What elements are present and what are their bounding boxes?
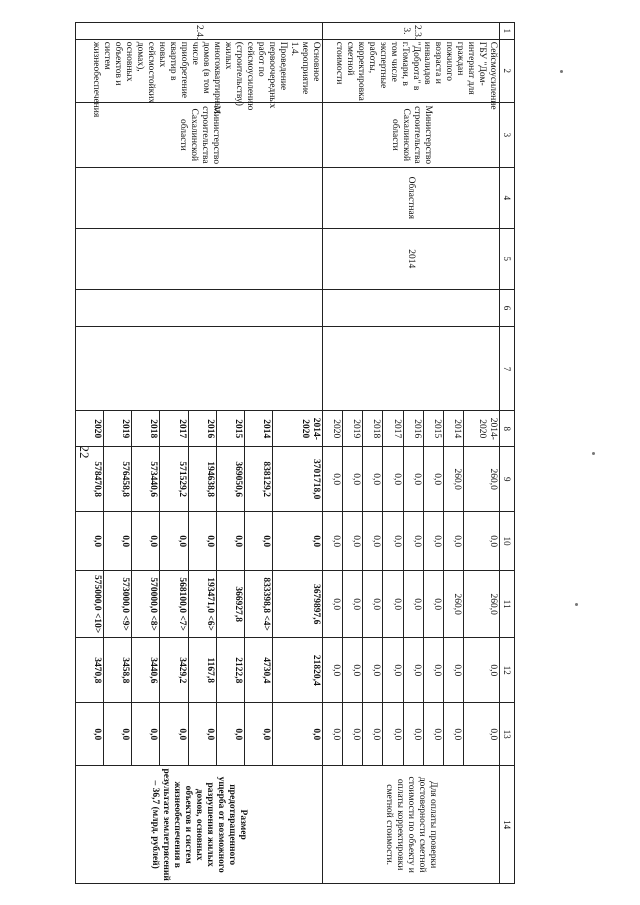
value-cell: 0,0 [363, 447, 383, 512]
period-cell: 2014 [443, 411, 463, 447]
col-header: 4 [500, 167, 515, 228]
value-cell: 0,0 [363, 703, 383, 766]
value-cell: 0,0 [188, 512, 216, 571]
value-cell: 0,0 [383, 571, 403, 638]
value-cell: 194638,8 [188, 447, 216, 512]
empty-cell [322, 327, 499, 411]
col-header: 13 [500, 703, 515, 766]
value-cell: 0,0 [443, 638, 463, 703]
period-cell: 2020 [76, 411, 104, 447]
period-cell: 2017 [383, 411, 403, 447]
value-cell: 4730,4 [244, 638, 272, 703]
period-cell: 2018 [363, 411, 383, 447]
value-cell: 3701718,0 [272, 447, 322, 512]
period-cell: 2014-2020 [464, 411, 500, 447]
value-cell: 0,0 [363, 512, 383, 571]
value-cell: 0,0 [343, 638, 363, 703]
value-cell: 0,0 [403, 447, 423, 512]
value-cell: 0,0 [403, 703, 423, 766]
year: 2014 [322, 228, 499, 289]
col-header: 9 [500, 447, 515, 512]
value-cell: 0,0 [322, 447, 342, 512]
value-cell: 0,0 [383, 703, 403, 766]
value-cell: 0,0 [403, 512, 423, 571]
page-number: 22 [77, 445, 92, 459]
value-cell: 0,0 [132, 512, 160, 571]
value-cell: 0,0 [343, 447, 363, 512]
value-cell: 0,0 [244, 512, 272, 571]
value-cell: 0,0 [343, 512, 363, 571]
value-cell: 0,0 [322, 638, 342, 703]
period-cell: 2016 [403, 411, 423, 447]
value-cell: 576458,8 [104, 447, 132, 512]
value-cell: 0,0 [343, 703, 363, 766]
rotated-table-wrapper [75, 22, 515, 884]
value-cell: 3679897,6 [272, 571, 322, 638]
value-cell: 575000,0 <10> [76, 571, 104, 638]
value-cell: 578470,8 [76, 447, 104, 512]
value-cell: 0,0 [464, 512, 500, 571]
empty-cell [76, 167, 323, 228]
value-cell: 0,0 [363, 571, 383, 638]
value-cell: 833398,8 <4> [244, 571, 272, 638]
period-cell: 2016 [188, 411, 216, 447]
value-cell: 0,0 [423, 638, 443, 703]
col-header: 3 [500, 102, 515, 167]
period-cell: 2017 [160, 411, 188, 447]
executor: Министерство строительства Сахалинской области [76, 102, 323, 167]
value-cell: 0,0 [322, 571, 342, 638]
value-cell: 0,0 [403, 638, 423, 703]
column-number-row [500, 23, 515, 884]
table-row [464, 23, 500, 884]
value-cell: 0,0 [104, 512, 132, 571]
value-cell: 3429,2 [160, 638, 188, 703]
value-cell: 0,0 [160, 703, 188, 766]
value-cell: 0,0 [383, 447, 403, 512]
col-header: 7 [500, 327, 515, 411]
value-cell: 366927,8 [216, 571, 244, 638]
scan-speck [560, 70, 563, 73]
col-header: 2 [500, 39, 515, 102]
period-cell: 2014 [244, 411, 272, 447]
period-cell: 2020 [322, 411, 342, 447]
value-cell: 0,0 [272, 703, 322, 766]
value-cell: 0,0 [343, 571, 363, 638]
value-cell: 0,0 [216, 512, 244, 571]
period-cell: 2014-2020 [272, 411, 322, 447]
col-header: 10 [500, 512, 515, 571]
col-header: 1 [500, 23, 515, 40]
measure-name: Основное мероприятие 1.4. Проведение первоочередных работ по сейсмоусилению (строительству) жилых многоквартирных домов (в том числе приобретение квартир в новых сейсмостойких домах), основных объектов и систем жизнеобеспечения [76, 39, 323, 102]
value-cell: 193471,0 <6> [188, 571, 216, 638]
value-cell: 0,0 [322, 703, 342, 766]
value-cell: 0,0 [403, 571, 423, 638]
value-cell: 0,0 [464, 638, 500, 703]
executor: Министерство строительства Сахалинской области [322, 102, 499, 167]
empty-cell [76, 289, 323, 327]
value-cell: 0,0 [76, 703, 104, 766]
value-cell: 568100,0 <7> [160, 571, 188, 638]
table-row [272, 23, 322, 884]
value-cell: 369050,6 [216, 447, 244, 512]
scan-speck [592, 452, 595, 455]
program-table [75, 22, 515, 884]
document-sheet [75, 22, 515, 884]
col-header: 6 [500, 289, 515, 327]
measure-name: Сейсмоусиление ГБУ "Дом-интернат для граждан пожилого возраста и инвалидов "Доброта" в г.Томари, в том числе экспертные работы, корректировка сметной стоимости [322, 39, 499, 102]
value-cell: 0,0 [423, 512, 443, 571]
value-cell: 21820,4 [272, 638, 322, 703]
value-cell: 260,0 [464, 447, 500, 512]
value-cell: 573440,6 [132, 447, 160, 512]
value-cell: 0,0 [160, 512, 188, 571]
note: Размер предотвращенного ущерба от возможного разрушения жилых домов, основных объектов и систем жизнеобеспечения в результате землетрясений – 36,7 (млрд. рублей) [76, 766, 323, 884]
period-cell: 2015 [423, 411, 443, 447]
col-header: 14 [500, 766, 515, 884]
value-cell: 0,0 [76, 512, 104, 571]
row-number: 2.4. [76, 23, 323, 40]
value-cell: 0,0 [322, 512, 342, 571]
value-cell: 0,0 [132, 703, 160, 766]
value-cell: 3440,6 [132, 638, 160, 703]
value-cell: 0,0 [244, 703, 272, 766]
note: Для оплаты проверки достоверности сметной стоимости по объекту и оплаты корректировки сметной стоимости. [322, 766, 499, 884]
value-cell: 0,0 [423, 571, 443, 638]
period-cell: 2015 [216, 411, 244, 447]
value-cell: 260,0 [443, 447, 463, 512]
value-cell: 2122,8 [216, 638, 244, 703]
value-cell: 570000,0 <8> [132, 571, 160, 638]
value-cell: 260,0 [443, 571, 463, 638]
period-cell: 2019 [104, 411, 132, 447]
value-cell: 3470,8 [76, 638, 104, 703]
period-cell: 2019 [343, 411, 363, 447]
value-cell: 0,0 [443, 703, 463, 766]
value-cell: 0,0 [363, 638, 383, 703]
value-cell: 0,0 [443, 512, 463, 571]
col-header: 11 [500, 571, 515, 638]
value-cell: 0,0 [423, 447, 443, 512]
col-header: 5 [500, 228, 515, 289]
budget-level: Областная [322, 167, 499, 228]
value-cell: 0,0 [216, 703, 244, 766]
value-cell: 573000,0 <9> [104, 571, 132, 638]
value-cell: 260,0 [464, 571, 500, 638]
value-cell: 0,0 [383, 512, 403, 571]
value-cell: 0,0 [188, 703, 216, 766]
value-cell: 0,0 [104, 703, 132, 766]
value-cell: 1167,8 [188, 638, 216, 703]
value-cell: 3458,8 [104, 638, 132, 703]
value-cell: 0,0 [383, 638, 403, 703]
col-header: 12 [500, 638, 515, 703]
empty-cell [76, 228, 323, 289]
row-number: 2.3. 3. [322, 23, 499, 40]
value-cell: 838129,2 [244, 447, 272, 512]
value-cell: 0,0 [272, 512, 322, 571]
empty-cell [76, 327, 323, 411]
value-cell: 0,0 [423, 703, 443, 766]
value-cell: 0,0 [464, 703, 500, 766]
scan-speck [575, 603, 578, 606]
period-cell: 2018 [132, 411, 160, 447]
empty-cell [322, 289, 499, 327]
value-cell: 571529,2 [160, 447, 188, 512]
col-header: 8 [500, 411, 515, 447]
